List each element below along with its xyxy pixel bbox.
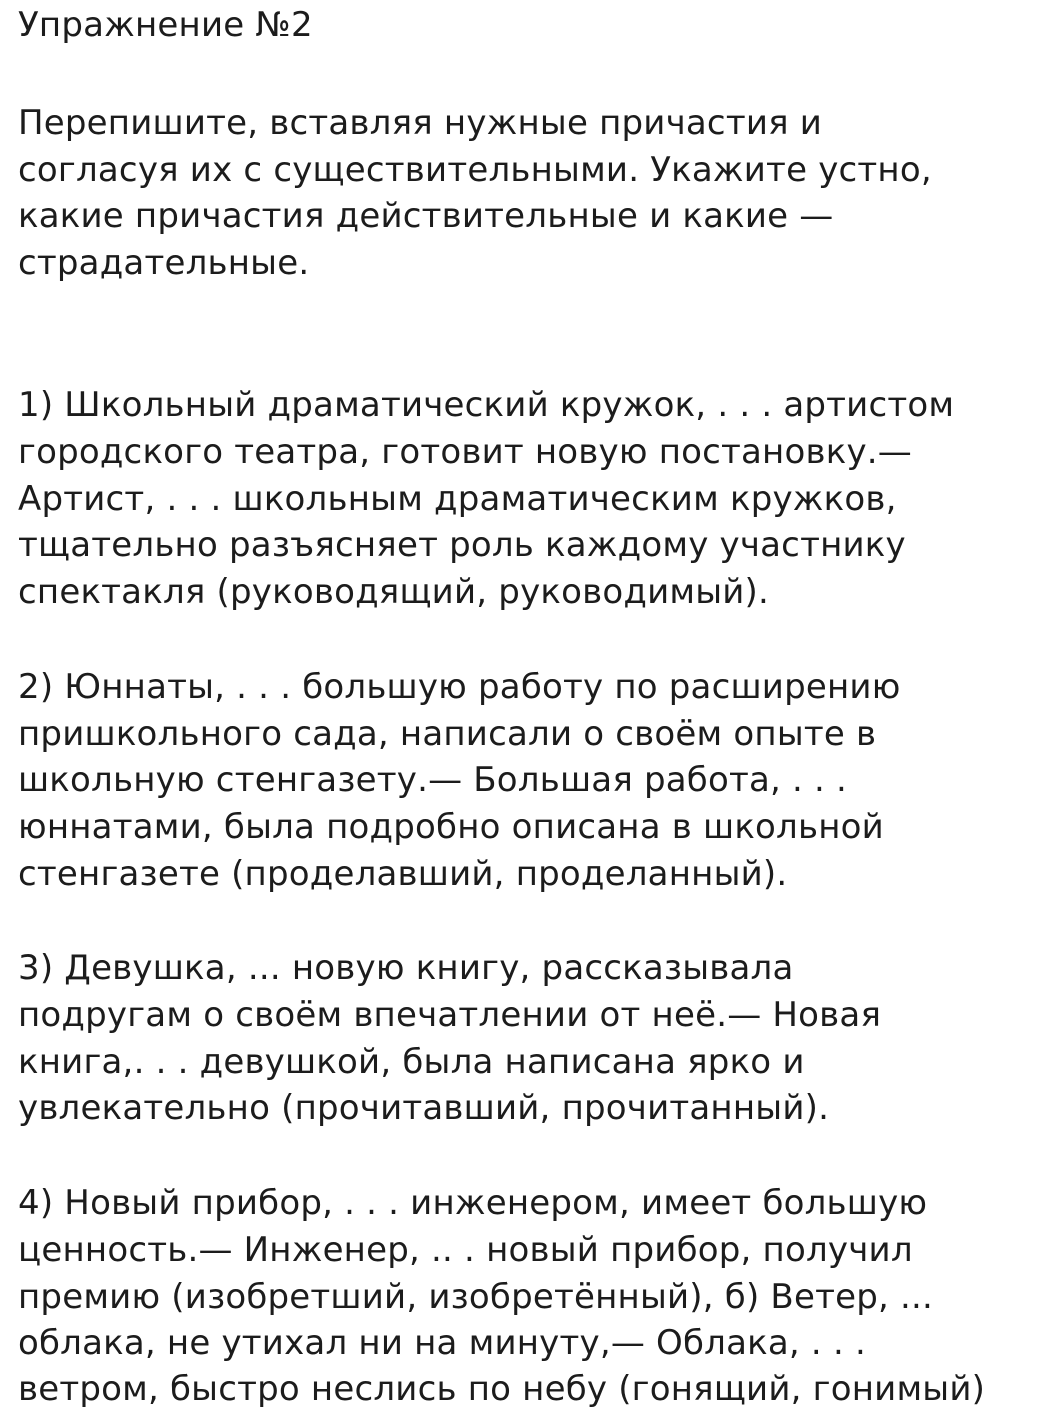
item-line: премию (изобретший, изобретённый), б) Ветер, ... <box>18 1277 934 1317</box>
instruction-line: страдательные. <box>18 243 310 283</box>
item-line: городского театра, готовит новую постановку.— <box>18 432 912 472</box>
item-line: 4) Новый прибор, . . . инженером, имеет большую <box>18 1183 928 1223</box>
item-line: 1) Школьный драматический кружок, . . . артистом <box>18 385 955 425</box>
item-line: ветром, быстро неслись по небу (гонящий, гонимый) <box>18 1369 986 1409</box>
item-line: спектакля (руководящий, руководимый). <box>18 572 770 612</box>
item-line: облака, не утихал ни на минуту,— Облака, . . . <box>18 1323 866 1363</box>
item-line: школьную стенгазету.— Большая работа, . . . <box>18 760 848 800</box>
exercise-title: Упражнение №2 <box>18 5 313 45</box>
item-line: увлекательно (прочитавший, прочитанный). <box>18 1088 830 1128</box>
item-line: книга,. . . девушкой, была написана ярко и <box>18 1042 805 1082</box>
instruction-line: какие причастия действительные и какие — <box>18 196 834 236</box>
item-line: тщательно разъясняет роль каждому участнику <box>18 525 906 565</box>
instruction-line: согласуя их с существительными. Укажите устно, <box>18 150 932 190</box>
item-line: Артист, . . . школьным драматическим кружков, <box>18 479 897 519</box>
item-line: стенгазете (проделавший, проделанный). <box>18 854 788 894</box>
item-line: юннатами, была подробно описана в школьной <box>18 807 884 847</box>
item-line: ценность.— Инженер, .. . новый прибор, получил <box>18 1230 913 1270</box>
item-line: пришкольного сада, написали о своём опыте в <box>18 714 877 754</box>
instruction-line: Перепишите, вставляя нужные причастия и <box>18 103 823 143</box>
item-line: 2) Юннаты, . . . большую работу по расширению <box>18 667 901 707</box>
item-line: 3) Девушка, ... новую книгу, рассказывала <box>18 948 794 988</box>
item-line: подругам о своём впечатлении от неё.— Новая <box>18 995 882 1035</box>
